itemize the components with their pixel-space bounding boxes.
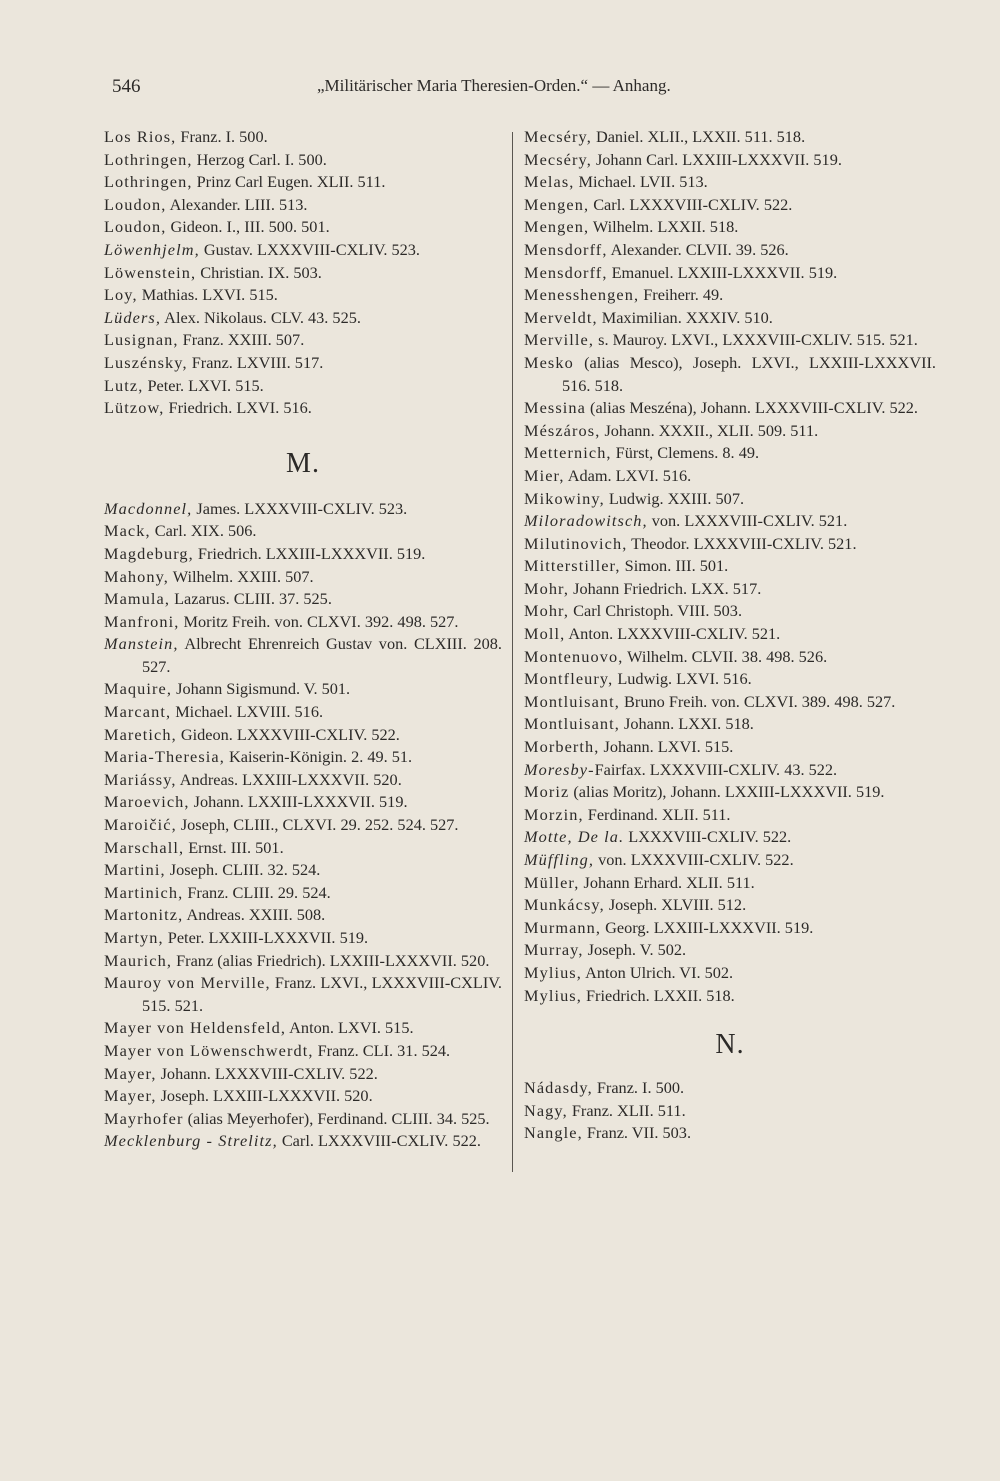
index-entry (104, 1063, 502, 1086)
index-entry (524, 849, 936, 872)
entry-references: Johann Friedrich. LXX. 517. (569, 578, 762, 598)
index-entry (524, 985, 936, 1008)
index-entry (524, 216, 936, 239)
entry-references: Ferdinand. XLII. 511. (583, 804, 731, 824)
index-entry (104, 837, 502, 860)
entry-name: Montluisant, (524, 714, 620, 734)
entry-name: Lothringen, (104, 149, 193, 169)
index-entry (524, 736, 936, 759)
index-entry (104, 927, 502, 950)
entry-name: Mecséry, (524, 127, 592, 146)
index-entry (104, 950, 502, 973)
entry-name: Los Rios, (104, 127, 177, 146)
index-entry (104, 882, 502, 905)
entry-name: Manfroni, (104, 611, 180, 631)
index-entry (104, 284, 502, 307)
entry-name: Luszénsky, (104, 352, 188, 372)
index-entry (104, 498, 502, 521)
entry-references: Carl. LXXXVIII-CXLIV. 522. (277, 1131, 481, 1151)
entry-name: Mayer von Heldensfeld, (104, 1018, 286, 1038)
entry-name: Martonitz, (104, 905, 184, 925)
index-entry (104, 611, 502, 634)
index-entry (524, 668, 936, 691)
index-entry (524, 262, 936, 285)
index-entry (104, 1130, 502, 1153)
entry-name: Mészáros, (524, 420, 601, 440)
column-divider (512, 132, 513, 1172)
entry-references: Franz. I. 500. (592, 1078, 685, 1098)
entry-name: Maurich, (104, 950, 173, 970)
index-entry (524, 917, 936, 940)
entry-references: Andreas. XXIII. 508. (183, 905, 326, 925)
entry-name: Montenuovo, (524, 646, 624, 666)
entry-name: Montfleury, (524, 669, 614, 689)
index-entry (104, 194, 502, 217)
entry-references: von. LXXXVIII-CXLIV. 522. (594, 850, 794, 869)
index-entry (524, 307, 936, 330)
entry-name: Mohr, (524, 601, 570, 621)
entry-name: Löwenhjelm, (104, 239, 200, 259)
entry-name: Merveldt, (524, 307, 598, 327)
index-entry (104, 1085, 502, 1108)
entry-name: Mauroy von Merville, (104, 973, 271, 993)
entry-name: Milutinovich, (524, 533, 628, 553)
entry-name: Melas, (524, 172, 575, 192)
index-entry (104, 859, 502, 882)
index-entry (104, 746, 502, 769)
entry-name: Mengen, (524, 217, 590, 237)
index-entry (524, 329, 936, 352)
entry-references: Peter. LXXIII-LXXXVII. 519. (163, 928, 369, 947)
entry-name: Mier, (524, 465, 565, 485)
index-entry (104, 678, 502, 701)
entry-references: Gideon. LXXXVIII-CXLIV. 522. (176, 724, 400, 744)
index-entry (524, 578, 936, 601)
index-entry (524, 623, 936, 646)
entry-name: Munkácsy, (524, 895, 605, 915)
entry-references: James. LXXXVIII-CXLIV. 523. (192, 498, 408, 518)
entry-references: Friedrich. LXVI. 516. (164, 398, 312, 418)
entry-references: Alexander. CLVII. 39. 526. (607, 239, 789, 259)
index-entry (104, 814, 502, 837)
entry-name: Loudon, (104, 217, 167, 237)
index-entry (524, 894, 936, 917)
entry-name: Mariássy, (104, 769, 177, 789)
entry-name: Manstein, (104, 634, 179, 654)
entry-name: Martinich, (104, 882, 184, 902)
entry-references: Johann. LXXXVIII-CXLIV. 522. (156, 1063, 378, 1083)
left-column (104, 126, 502, 1153)
index-entry (524, 1122, 936, 1145)
entry-references: Theodor. LXXXVIII-CXLIV. 521. (627, 533, 857, 553)
entry-references: Georg. LXXIII-LXXXVII. 519. (601, 917, 814, 937)
entry-name: Morzin, (524, 804, 584, 824)
entry-name: Mohr, (524, 578, 570, 598)
entry-references: Alexander. LIII. 513. (166, 194, 308, 214)
entry-references: Maximilian. XXXIV. 510. (597, 307, 773, 327)
entry-name: Mayer von Löwenschwerdt, (104, 1040, 314, 1060)
entry-name: Messina (524, 398, 586, 418)
entry-name: Maria-Theresia, (104, 747, 225, 767)
entry-name: Mayrhofer (104, 1108, 184, 1128)
index-entry (524, 962, 936, 985)
index-entry (524, 713, 936, 736)
section-letter-heading: M. (286, 447, 320, 479)
index-entry (524, 691, 936, 714)
index-entry (524, 1077, 936, 1100)
entry-name: Mensdorff, (524, 239, 608, 259)
index-entry (524, 533, 936, 556)
right-column (524, 126, 936, 1145)
entry-references: Franz. LXVI., LXXXVIII-CXLIV. 515. 521. (142, 973, 502, 1015)
index-entry (104, 791, 502, 814)
index-entry (524, 126, 936, 149)
entry-references: Johann. LXXIII-LXXXVII. 519. (189, 792, 408, 812)
entry-name: Miloradowitsch, (524, 511, 648, 531)
entry-references: (alias Mesco), Joseph. LXVI., LXXIII-LXXXVII. 516. 518. (562, 352, 936, 395)
entry-references: Franz. CLI. 31. 524. (313, 1040, 451, 1060)
entry-name: Müffling, (524, 850, 595, 869)
index-entry (524, 510, 936, 533)
index-entry (524, 488, 936, 511)
index-entry (524, 397, 936, 420)
index-entry (524, 555, 936, 578)
entry-name: Mylius, (524, 985, 582, 1005)
entry-references: Peter. LXVI. 515. (143, 375, 264, 395)
entry-references: Franz. XXIII. 507. (178, 330, 305, 350)
page-number: 546 (112, 76, 141, 97)
index-entry (524, 804, 936, 827)
index-entry (524, 781, 936, 804)
index-entry (104, 1108, 502, 1131)
entry-references: Freiherr. 49. (639, 285, 724, 305)
entry-references: Andreas. LXXIII-LXXXVII. 520. (176, 769, 402, 789)
entry-name: Macdonnel, (104, 498, 193, 518)
entry-references: Friedrich. LXXIII-LXXXVII. 519. (193, 543, 426, 563)
entry-name: Murray, (524, 940, 584, 960)
entry-references: Carl. XIX. 506. (150, 521, 257, 541)
entry-references: Michael. LVII. 513. (574, 172, 708, 192)
index-entry (104, 1017, 502, 1040)
entry-name: Mayer, (104, 1063, 157, 1083)
index-entry (104, 724, 502, 747)
index-entry (104, 543, 502, 566)
index-entry (524, 826, 936, 849)
entry-references: Wilhelm. CLVII. 38. 498. 526. (623, 646, 828, 666)
index-entry (104, 397, 502, 420)
entry-name: Moriz (524, 782, 570, 802)
entry-references: Johann Erhard. XLII. 511. (579, 872, 755, 892)
index-entry (104, 126, 502, 149)
index-entry (524, 149, 936, 172)
entry-references: Emanuel. LXXIII-LXXXVII. 519. (607, 262, 838, 282)
entry-references: Herzog Carl. I. 500. (192, 149, 327, 169)
index-entry (104, 588, 502, 611)
entry-references: Christian. IX. 503. (196, 262, 322, 282)
index-entry (524, 352, 936, 397)
entry-references: Anton. LXVI. 515. (286, 1018, 414, 1038)
index-entry (524, 194, 936, 217)
entry-references: Franz. I. 500. (176, 127, 268, 146)
entry-references: Adam. LXVI. 516. (564, 465, 692, 485)
index-entry (524, 759, 936, 782)
index-entry (524, 646, 936, 669)
index-entry (524, 171, 936, 194)
entry-references: Michael. LXVIII. 516. (171, 702, 324, 722)
entry-name: Maroevich, (104, 792, 190, 812)
entry-references: Ludwig. LXVI. 516. (613, 669, 752, 689)
entry-references: Joseph. LXXIII-LXXXVII. 520. (156, 1086, 373, 1106)
index-entry (104, 375, 502, 398)
entry-references: LXXXVIII-CXLIV. 522. (624, 827, 792, 847)
entry-references: Ludwig. XXIII. 507. (604, 488, 745, 508)
entry-references: (alias Moritz), Johann. LXXIII-LXXXVII. 519. (569, 782, 885, 802)
index-entry (104, 262, 502, 285)
entry-name: Murmann, (524, 917, 602, 937)
index-entry (524, 939, 936, 962)
entry-name: Mengen, (524, 194, 590, 214)
entry-name: Montluisant, (524, 691, 620, 711)
entry-name: Lüders, (104, 307, 162, 327)
entry-name: Lothringen, (104, 172, 193, 192)
entry-references: Bruno Freih. von. CLXVI. 389. 498. 527. (619, 691, 896, 711)
entry-references: von. LXXXVIII-CXLIV. 521. (647, 511, 848, 531)
entry-references: Joseph. XLVIII. 512. (604, 895, 747, 915)
index-entry (104, 239, 502, 262)
index-entry (524, 1100, 936, 1123)
entry-references: (alias Meyerhofer), Ferdinand. CLIII. 34. 525. (183, 1108, 490, 1128)
index-entry (524, 284, 936, 307)
entry-name: Mahony, (104, 566, 169, 586)
entry-references: Johann. XXXII., XLII. 509. 511. (600, 420, 819, 440)
entry-name: Lutz, (104, 375, 144, 395)
entry-references: Albrecht Ehrenreich Gustav von. CLXIII. 208. 527. (142, 634, 502, 676)
entry-references: Joseph. V. 502. (583, 940, 687, 960)
index-entry (104, 904, 502, 927)
index-entry (104, 769, 502, 792)
entry-references: Lazarus. CLIII. 37. 525. (170, 589, 332, 609)
entry-references: Wilhelm. LXXII. 518. (589, 217, 739, 237)
entry-name: Mylius, (524, 962, 582, 982)
entry-name: Martyn, (104, 928, 164, 947)
entry-name: Loy, (104, 285, 138, 305)
index-entry (104, 216, 502, 239)
entry-references: Johann Carl. LXXIII-LXXXVII. 519. (591, 149, 842, 169)
index-entry (104, 352, 502, 375)
entry-name: Moresby- (524, 759, 595, 779)
entry-references: Moritz Freih. von. CLXVI. 392. 498. 527. (179, 611, 459, 631)
index-entry (524, 239, 936, 262)
entry-name: Mayer, (104, 1086, 157, 1106)
index-entry (104, 149, 502, 172)
index-entry (104, 329, 502, 352)
entry-name: Mitterstiller, (524, 556, 621, 576)
entry-name: Moll, (524, 624, 566, 644)
entry-references: Franz. LXVIII. 517. (187, 352, 324, 372)
entry-references: Anton. LXXXVIII-CXLIV. 521. (565, 624, 781, 644)
entry-name: Motte, De la. (524, 827, 625, 847)
entry-references: Franz (alias Friedrich). LXXIII-LXXXVII. 520. (172, 950, 490, 970)
index-entry (104, 1040, 502, 1063)
running-title: „Militärischer Maria Theresien-Orden.“ — Anhang. (317, 76, 671, 95)
entry-references: Joseph. CLIII. 32. 524. (165, 860, 321, 880)
index-entry (104, 566, 502, 589)
entry-name: Mensdorff, (524, 262, 608, 282)
entry-references: (alias Meszéna), Johann. LXXXVIII-CXLIV. 522. (585, 398, 918, 418)
entry-name: Mack, (104, 521, 151, 541)
entry-references: Alex. Nikolaus. CLV. 43. 525. (161, 307, 361, 327)
entry-name: Mesko (524, 352, 574, 372)
entry-references: Franz. VII. 503. (582, 1123, 692, 1143)
entry-references: Fairfax. LXXXVIII-CXLIV. 43. 522. (594, 759, 838, 779)
entry-references: Wilhelm. XXIII. 507. (168, 566, 314, 586)
entry-name: Mecklenburg - Strelitz, (104, 1131, 278, 1151)
entry-name: Morberth, (524, 737, 600, 757)
entry-name: Löwenstein, (104, 262, 197, 282)
entry-references: Ernst. III. 501. (184, 837, 284, 857)
entry-name: Merville, (524, 330, 595, 350)
index-entry (104, 701, 502, 724)
entry-name: Menesshengen, (524, 285, 640, 305)
entry-name: Maquire, (104, 679, 173, 699)
entry-name: Maretich, (104, 724, 177, 744)
index-entry (104, 972, 502, 1017)
entry-references: Kaiserin-Königin. 2. 49. 51. (224, 747, 413, 767)
entry-references: Gideon. I., III. 500. 501. (166, 217, 330, 237)
entry-references: Gustav. LXXXVIII-CXLIV. 523. (199, 239, 420, 259)
index-entry (524, 442, 936, 465)
page-header (112, 76, 940, 106)
entry-references: Carl Christoph. VIII. 503. (569, 601, 743, 621)
entry-references: Johann. LXXI. 518. (619, 714, 754, 734)
entry-name: Nangle, (524, 1123, 583, 1143)
entry-references: Mathias. LXVI. 515. (137, 285, 278, 305)
entry-name: Nagy, (524, 1100, 568, 1120)
index-entry (524, 465, 936, 488)
entry-name: Marschall, (104, 837, 185, 857)
entry-name: Müller, (524, 872, 580, 892)
entry-name: Mikowiny, (524, 488, 605, 508)
entry-references: Johann. LXVI. 515. (599, 737, 734, 757)
entry-name: Loudon, (104, 194, 167, 214)
entry-references: Franz. CLIII. 29. 524. (183, 882, 331, 902)
entry-name: Lützow, (104, 398, 165, 418)
entry-references: s. Mauroy. LXVI., LXXXVIII-CXLIV. 515. 521. (594, 330, 918, 350)
entry-references: Fürst, Clemens. 8. 49. (611, 443, 760, 463)
index-entry (524, 600, 936, 623)
entry-references: Prinz Carl Eugen. XLII. 511. (192, 172, 386, 192)
entry-name: Mecséry, (524, 149, 592, 169)
index-entry (104, 520, 502, 543)
entry-name: Martini, (104, 860, 166, 880)
entry-name: Mamula, (104, 589, 171, 609)
index-entry (104, 633, 502, 678)
section-letter-heading: N. (715, 1029, 745, 1061)
index-entry (524, 420, 936, 443)
entry-name: Magdeburg, (104, 543, 194, 563)
entry-references: Joseph, CLIII., CLXVI. 29. 252. 524. 527. (176, 815, 459, 835)
entry-name: Lusignan, (104, 330, 179, 350)
entry-name: Marcant, (104, 702, 172, 722)
entry-references: Johann Sigismund. V. 501. (172, 679, 351, 699)
index-entry (104, 171, 502, 194)
entry-references: Carl. LXXXVIII-CXLIV. 522. (589, 194, 793, 214)
entry-references: Anton Ulrich. VI. 502. (581, 962, 734, 982)
entry-references: Franz. XLII. 511. (567, 1100, 686, 1120)
entry-name: Metternich, (524, 443, 612, 463)
entry-references: Friedrich. LXXII. 518. (581, 985, 735, 1005)
entry-name: Nádasdy, (524, 1078, 593, 1098)
index-entry (104, 307, 502, 330)
entry-references: Daniel. XLII., LXXII. 511. 518. (591, 127, 806, 146)
entry-name: Maroičić, (104, 815, 177, 835)
index-entry (524, 872, 936, 895)
entry-references: Simon. III. 501. (620, 556, 729, 576)
